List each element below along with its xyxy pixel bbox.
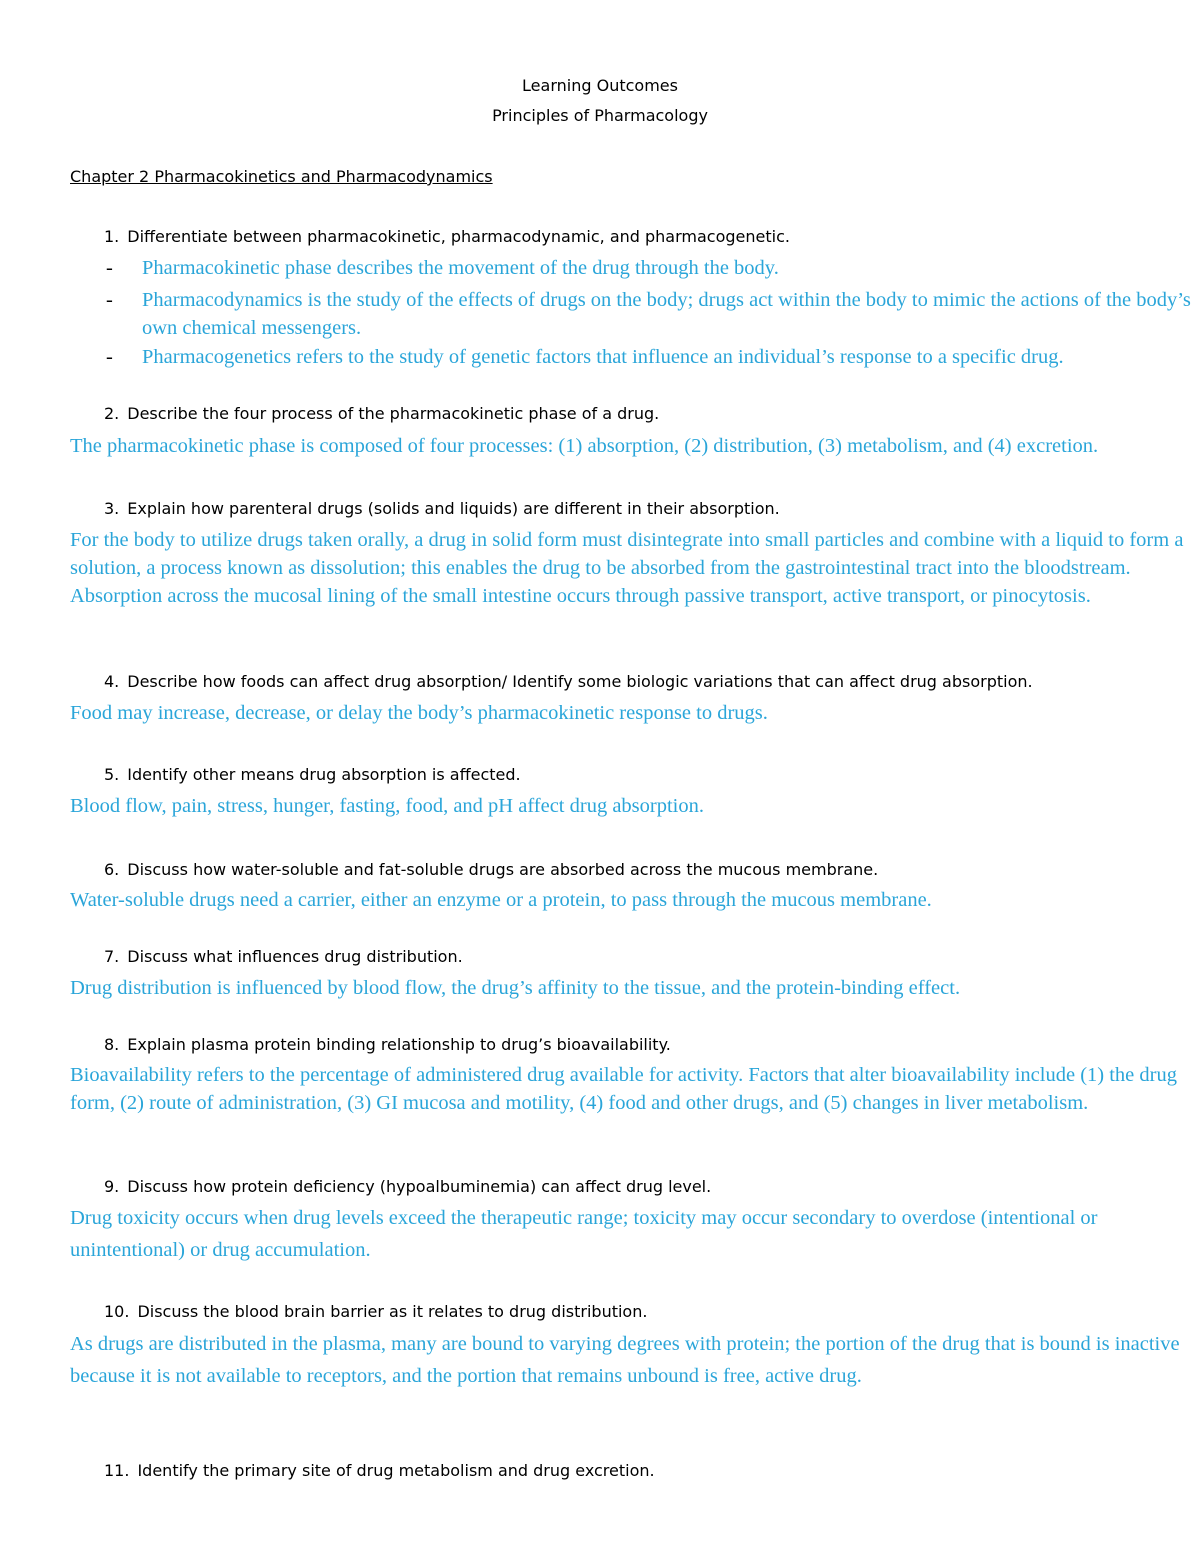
question-text: Explain plasma protein binding relationship to drug’s bioavailability. [127, 1035, 671, 1054]
question-2 [104, 404, 659, 423]
question-number: 7. [104, 947, 120, 966]
answer-4: Food may increase, decrease, or delay the body’s pharmacokinetic response to drugs. [70, 702, 768, 724]
question-text: Explain how parenteral drugs (solids and liquids) are different in their absorption. [127, 499, 780, 518]
question-number: 10. [104, 1302, 130, 1321]
question-4 [104, 672, 1033, 691]
question-10 [104, 1302, 647, 1321]
answer-9: Drug toxicity occurs when drug levels exceed the therapeutic range; toxicity may occur secondary to overdose (intentional or unintentional) or drug accumulation. [70, 1207, 1098, 1261]
question-text: Differentiate between pharmacokinetic, pharmacodynamic, and pharmacogenetic. [127, 227, 790, 246]
question-text: Describe the four process of the pharmacokinetic phase of a drug. [127, 404, 660, 423]
answer-2: The pharmacokinetic phase is composed of four processes: (1) absorption, (2) distribution, (3) metabolism, and (4) excretion. [70, 435, 1099, 457]
question-number: 11. [104, 1461, 130, 1480]
question-6 [104, 860, 878, 879]
document-title: Learning Outcomes [522, 76, 678, 95]
chapter-heading: Chapter 2 Pharmacokinetics and Pharmacodynamics [70, 167, 493, 186]
answer-10: As drugs are distributed in the plasma, many are bound to varying degrees with protein; the portion of the drug that is bound is inactive because it is not available to receptors, and the portion that remains unbound is free, active drug. [70, 1333, 1180, 1387]
question-text: Discuss the blood brain barrier as it relates to drug distribution. [137, 1302, 648, 1321]
dash-marker: - [106, 257, 113, 279]
answer-8: Bioavailability refers to the percentage of administered drug available for activity. Factors that alter bioavailability include (1) the drug form, (2) route of administration, (3) GI mucosa and motility, (4) food and other drugs, and (5) changes in liver metabolism. [70, 1064, 1177, 1114]
bullet-item [106, 286, 1196, 342]
question-9 [104, 1177, 711, 1196]
bullet-item [106, 343, 1196, 371]
answer-5: Blood flow, pain, stress, hunger, fasting, food, and pH affect drug absorption. [70, 795, 704, 817]
question-11 [104, 1461, 655, 1480]
answer-3: For the body to utilize drugs taken orally, a drug in solid form must disintegrate into small particles and combine with a liquid to form a solution, a process known as dissolution; this enables the drug to be absorbed from the gastrointestinal tract into the bloodstream. Absorption across the mucosal lining of the small intestine occurs through passive transport, active transport, or pinocytosis. [70, 529, 1184, 607]
question-text: Identify the primary site of drug metabolism and drug excretion. [137, 1461, 655, 1480]
question-number: 4. [104, 672, 120, 691]
question-text: Discuss how water-soluble and fat-soluble drugs are absorbed across the mucous membrane. [127, 860, 879, 879]
question-number: 2. [104, 404, 120, 423]
question-number: 1. [104, 227, 120, 246]
dash-marker: - [106, 289, 113, 311]
question-5 [104, 765, 521, 784]
answer-7: Drug distribution is influenced by blood flow, the drug’s affinity to the tissue, and the protein-binding effect. [70, 977, 961, 999]
dash-marker: - [106, 346, 113, 368]
question-number: 5. [104, 765, 120, 784]
question-text: Discuss how protein deficiency (hypoalbuminemia) can affect drug level. [127, 1177, 712, 1196]
question-number: 3. [104, 499, 120, 518]
question-number: 6. [104, 860, 120, 879]
bullet-item [106, 254, 1196, 282]
bullet-text: Pharmacokinetic phase describes the movement of the drug through the body. [142, 257, 779, 279]
question-number: 8. [104, 1035, 120, 1054]
answer-6: Water-soluble drugs need a carrier, either an enzyme or a protein, to pass through the mucous membrane. [70, 889, 932, 911]
question-text: Discuss what influences drug distribution. [127, 947, 463, 966]
bullet-text: Pharmacodynamics is the study of the effects of drugs on the body; drugs act within the body to mimic the actions of the body’s own chemical messengers. [142, 289, 1191, 339]
question-text: Identify other means drug absorption is affected. [127, 765, 521, 784]
question-number: 9. [104, 1177, 120, 1196]
document-subtitle: Principles of Pharmacology [492, 106, 708, 125]
question-1 [104, 227, 790, 246]
question-text: Describe how foods can affect drug absorption/ Identify some biologic variations that can affect drug absorption. [127, 672, 1033, 691]
question-7 [104, 947, 463, 966]
bullet-text: Pharmacogenetics refers to the study of genetic factors that influence an individual’s response to a specific drug. [142, 346, 1064, 368]
question-8 [104, 1035, 671, 1054]
question-3 [104, 499, 780, 518]
